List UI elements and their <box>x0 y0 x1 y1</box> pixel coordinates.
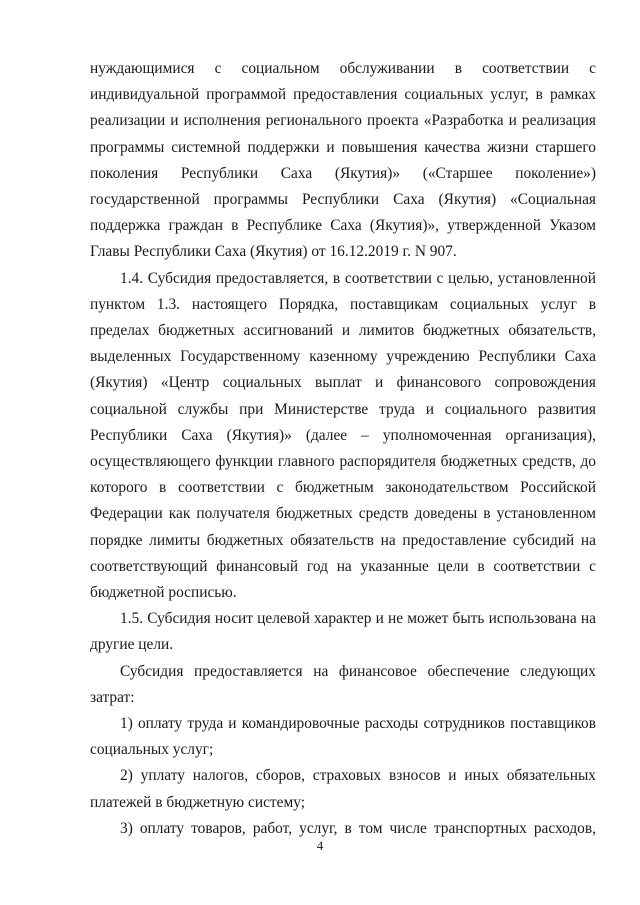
list-item-2: 2) уплату налогов, сборов, страховых взносов и иных обязательных платежей в бюджетную систему; <box>90 767 596 811</box>
paragraph-continuation: нуждающимися с социальном обслуживании в соответствии с индивидуальной программой предоставления социальных услуг, в рамках реализации и исполнения регионального проекта «Разработка и реализация программы системной поддержки и повышения качества жизни старшего поколения Республики Саха (Якутия)» («Старшее поколение») государственной программы Республики Саха (Якутия) «Социальная поддержка граждан в Республике Саха (Якутия)», утвержденной Указом Главы Республики Саха (Якутия) от 16.12.2019 г. N 907. <box>90 60 596 261</box>
page-number: 4 <box>316 838 324 853</box>
document-page <box>90 56 596 842</box>
paragraph-costs-intro: Субсидия предоставляется на финансовое обеспечение следующих затрат: <box>90 662 596 706</box>
list-item-3: 3) оплату товаров, работ, услуг, в том числе транспортных расходов, <box>120 819 596 837</box>
list-item-1: 1) оплату труда и командировочные расходы сотрудников поставщиков социальных услуг; <box>90 715 596 759</box>
paragraph-1-5: 1.5. Субсидия носит целевой характер и не может быть использована на другие цели. <box>90 610 596 654</box>
paragraph-1-4: 1.4. Субсидия предоставляется, в соответствии с целью, установленной пунктом 1.3. настоящего Порядка, поставщикам социальных услуг в пределах бюджетных ассигнований и лимитов бюджетных обязательств, выделенных Государственному казенному учреждению Республики Саха (Якутия) «Центр социальных выплат и финансового сопровождения социальной службы при Министерстве труда и социального развития Республики Саха (Якутия)» (далее – уполномоченная организация), осуществляющего функции главного распорядителя бюджетных средств, до которого в соответствии с бюджетным законодательством Российской Федерации как получателя бюджетных средств доведены в установленном порядке лимиты бюджетных обязательств на предоставление субсидий на соответствующий финансовый год на указанные цели в соответствии с бюджетной росписью. <box>90 269 596 602</box>
